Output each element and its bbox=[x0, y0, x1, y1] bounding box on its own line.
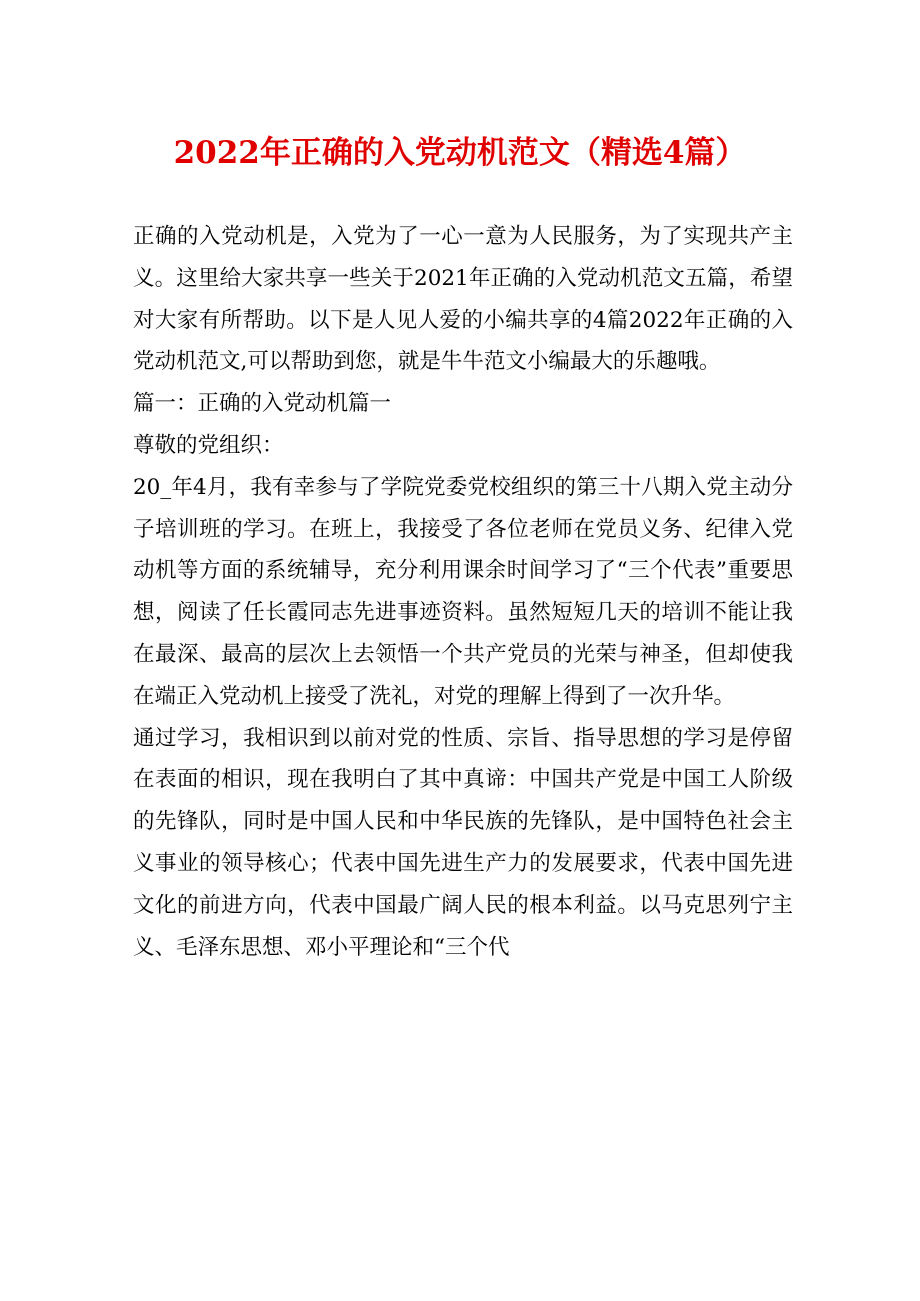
body-paragraph: 通过学习，我相识到以前对党的性质、宗旨、指导思想的学习是停留在表面的相识，现在我明白了其中真谛：中国共产党是中国工人阶级的先锋队，同时是中国人民和中华民族的先锋队，是中国特色社会主义事业的领导核心；代表中国先进生产力的发展要求，代表中国先进文化的前进方向，代表中国最广阔人民的根本利益。以马克思列宁主义、毛泽东思想、邓小平理论和“三个代 bbox=[133, 725, 793, 960]
body-paragraph: 20_年4月，我有幸参与了学院党委党校组织的第三十八期入党主动分子培训班的学习。在班上，我接受了各位老师在党员义务、纪律入党动机等方面的系统辅导，充分利用课余时间学习了“三个代表”重要思想，阅读了任长霞同志先进事迹资料。虽然短短几天的培训不能让我在最深、最高的层次上去领悟一个共产党员的光荣与神圣，但却使我在端正入党动机上接受了洗礼，对党的理解上得到了一次升华。 bbox=[133, 474, 793, 709]
section-heading: 篇一：正确的入党动机篇一 bbox=[133, 391, 392, 417]
document-title: 2022年正确的入党动机范文（精选4篇） bbox=[173, 135, 747, 171]
salutation: 尊敬的党组织： bbox=[133, 432, 284, 458]
intro-paragraph: 正确的入党动机是，入党为了一心一意为人民服务，为了实现共产主义。这里给大家共享一些关于2021年正确的入党动机范文五篇，希望对大家有所帮助。以下是人见人爱的小编共享的4篇2022年正确的入党动机范文,可以帮助到您，就是牛牛范文小编最大的乐趣哦。 bbox=[133, 224, 793, 375]
document-body bbox=[133, 216, 793, 968]
